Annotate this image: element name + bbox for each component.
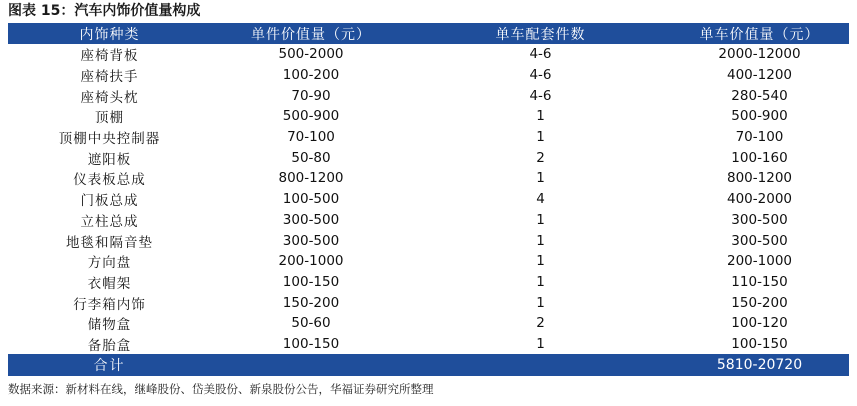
- cell-pieces-per-car: 1: [536, 211, 545, 228]
- cell-unit-value: 800-1200: [278, 170, 344, 187]
- cell-value-per-car: 70-100: [735, 129, 784, 146]
- table-body: [8, 44, 849, 354]
- interior-value-table: [8, 23, 849, 376]
- cell-pieces-per-car: 1: [536, 335, 545, 352]
- total-empty-cell: [211, 354, 411, 376]
- cell-interior-type: 顶棚: [95, 110, 124, 127]
- cell-interior-type: 行李箱内饰: [73, 296, 146, 313]
- cell-value-per-car: 100-160: [731, 149, 788, 166]
- cell-interior-type: 衣帽架: [87, 275, 132, 292]
- cell-interior-type: 遮阳板: [87, 151, 132, 168]
- data-source-note: 数据来源：新材料在线，继峰股份、岱美股份、新泉股份公告，华福证券研究所整理: [8, 382, 434, 396]
- cell-unit-value: 150-200: [282, 294, 340, 311]
- cell-unit-value: 70-100: [287, 129, 335, 146]
- total-label: 合计: [8, 354, 211, 376]
- cell-unit-value: 300-500: [282, 211, 340, 228]
- total-empty-cell: [411, 354, 670, 376]
- cell-pieces-per-car: 1: [536, 294, 545, 311]
- cell-value-per-car: 800-1200: [727, 170, 792, 187]
- cell-pieces-per-car: 4-6: [529, 87, 552, 104]
- table-row: [8, 334, 849, 355]
- cell-interior-type: 备胎盒: [87, 337, 132, 354]
- cell-value-per-car: 400-2000: [727, 191, 792, 208]
- cell-pieces-per-car: 1: [536, 273, 545, 290]
- cell-interior-type: 立柱总成: [80, 213, 139, 230]
- table-row: [8, 189, 849, 210]
- cell-interior-type: 座椅扶手: [80, 69, 139, 86]
- cell-value-per-car: 300-500: [731, 211, 788, 228]
- table-row: [8, 210, 849, 231]
- cell-value-per-car: 280-540: [731, 87, 788, 104]
- cell-unit-value: 500-2000: [278, 46, 344, 63]
- cell-unit-value: 50-60: [291, 315, 331, 332]
- cell-pieces-per-car: 1: [536, 108, 545, 125]
- cell-interior-type: 仪表板总成: [73, 172, 146, 189]
- table-row: [8, 85, 849, 106]
- cell-value-per-car: 500-900: [731, 108, 788, 125]
- cell-value-per-car: 150-200: [731, 294, 788, 311]
- cell-interior-type: 座椅背板: [80, 48, 139, 65]
- cell-value-per-car: 400-1200: [727, 67, 792, 84]
- cell-value-per-car: 2000-12000: [718, 46, 801, 63]
- cell-value-per-car: 200-1000: [727, 253, 792, 270]
- cell-pieces-per-car: 4-6: [529, 46, 552, 63]
- table-row: [8, 230, 849, 251]
- cell-value-per-car: 100-120: [731, 315, 788, 332]
- table-row: [8, 168, 849, 189]
- cell-interior-type: 储物盒: [87, 317, 132, 334]
- table-row: [8, 106, 849, 127]
- cell-value-per-car: 100-150: [731, 335, 788, 352]
- cell-unit-value: 100-150: [282, 335, 340, 352]
- cell-unit-value: 100-150: [282, 273, 340, 290]
- cell-interior-type: 门板总成: [80, 193, 139, 210]
- table-row: [8, 313, 849, 334]
- cell-interior-type: 方向盘: [87, 255, 132, 272]
- header-interior-type: 内饰种类: [8, 23, 211, 44]
- cell-value-per-car: 300-500: [731, 232, 788, 249]
- cell-pieces-per-car: 4-6: [529, 67, 552, 84]
- table-row: [8, 251, 849, 272]
- cell-unit-value: 50-80: [291, 149, 331, 166]
- figure-title: 图表 15：汽车内饰价值量构成: [8, 3, 201, 19]
- total-car-value: 5810-20720: [670, 354, 849, 376]
- cell-interior-type: 顶棚中央控制器: [58, 131, 161, 148]
- cell-interior-type: 座椅头枕: [80, 89, 139, 106]
- table-row: [8, 44, 849, 65]
- cell-pieces-per-car: 2: [536, 315, 545, 332]
- cell-unit-value: 200-1000: [278, 253, 344, 270]
- table-row: [8, 272, 849, 293]
- cell-pieces-per-car: 1: [536, 170, 545, 187]
- cell-pieces-per-car: 2: [536, 149, 545, 166]
- cell-value-per-car: 110-150: [731, 273, 788, 290]
- table-row: [8, 127, 849, 148]
- header-value-per-car: 单车价值量（元）: [670, 23, 849, 44]
- cell-interior-type: 地毯和隔音垫: [66, 234, 153, 251]
- cell-unit-value: 300-500: [282, 232, 340, 249]
- cell-pieces-per-car: 1: [536, 129, 545, 146]
- table-row: [8, 65, 849, 86]
- header-pieces-per-car: 单车配套件数: [411, 23, 670, 44]
- cell-unit-value: 100-500: [282, 191, 340, 208]
- table-row: [8, 292, 849, 313]
- cell-pieces-per-car: 4: [536, 191, 545, 208]
- cell-unit-value: 70-90: [291, 87, 331, 104]
- cell-pieces-per-car: 1: [536, 232, 545, 249]
- cell-unit-value: 100-200: [282, 67, 340, 84]
- cell-pieces-per-car: 1: [536, 253, 545, 270]
- table-total-row: [8, 354, 849, 376]
- table-row: [8, 147, 849, 168]
- table-header-row: [8, 23, 849, 44]
- cell-unit-value: 500-900: [282, 108, 340, 125]
- header-unit-value: 单件价值量（元）: [211, 23, 411, 44]
